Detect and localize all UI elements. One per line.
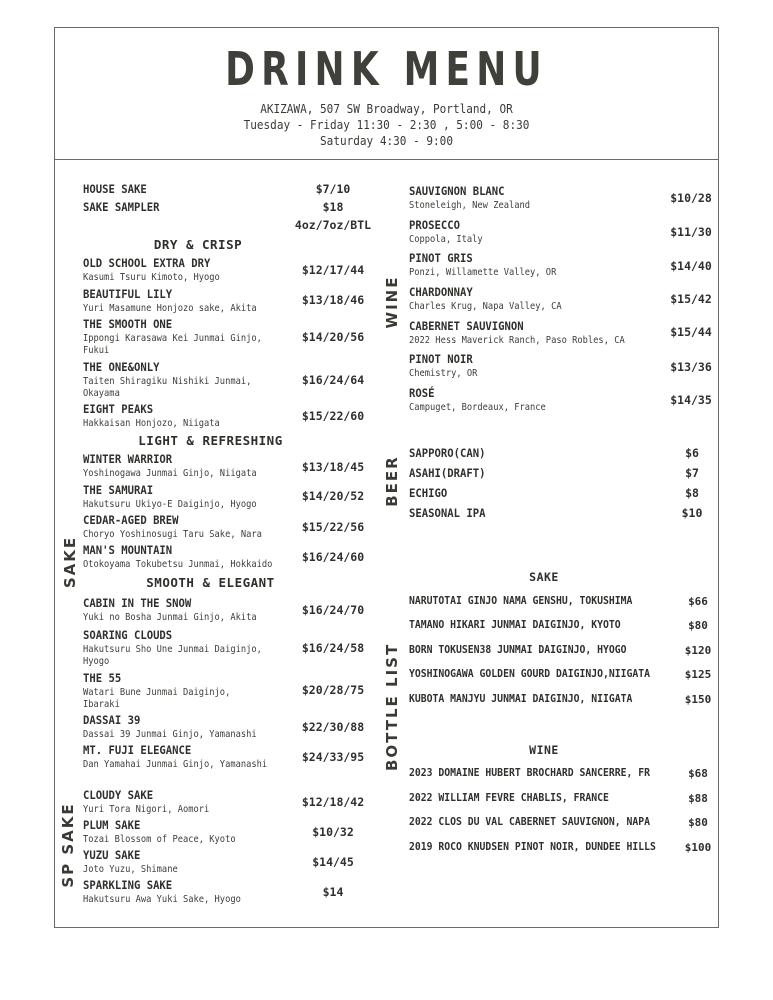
menu-item-desc: Kasumi Tsuru Kimoto, Hyogo: [83, 272, 220, 283]
bottle-item-price: $80: [688, 619, 708, 632]
bottle-item-price: $120: [684, 644, 712, 657]
bottle-item-name: 2022 WILLIAM FEVRE CHABLIS, FRANCE: [409, 792, 609, 804]
menu-item-desc-line2: Ibaraki: [83, 699, 120, 710]
sake-sampler-name: SAKE SAMPLER: [83, 200, 160, 214]
menu-item-desc-line2: Fukui: [83, 345, 110, 356]
menu-item-name: THE SAMURAI: [83, 483, 154, 497]
menu-item-price: $8: [685, 486, 699, 500]
menu-item-price: $14/45: [312, 855, 354, 869]
bottle-item-price: $66: [688, 595, 708, 608]
menu-item-name: MAN'S MOUNTAIN: [83, 543, 173, 557]
section-label-sake: SAKE: [61, 535, 79, 589]
menu-item-price: $10: [681, 506, 703, 520]
menu-item-name: CEDAR-AGED BREW: [83, 513, 179, 527]
menu-item-desc: Hakkaisan Honjozo, Niigata: [83, 418, 220, 429]
bottle-item-name: 2022 CLOS DU VAL CABERNET SAUVIGNON, NAPA: [409, 816, 651, 828]
menu-item-name: THE ONE&ONLY: [83, 360, 160, 374]
menu-item-name: WINTER WARRIOR: [83, 452, 173, 466]
menu-item-price: $15/44: [670, 325, 712, 339]
menu-item-price: $12/17/44: [301, 263, 365, 277]
menu-item-price: $10/32: [312, 825, 354, 839]
menu-item-name: THE 55: [83, 671, 122, 685]
menu-item-price: $14: [322, 885, 344, 899]
menu-item-name: ROSÉ: [409, 386, 435, 400]
menu-item-name: YUZU SAKE: [83, 848, 141, 862]
menu-item-name: SAPPORO(CAN): [409, 446, 486, 460]
bottle-item-name: 2023 DOMAINE HUBERT BROCHARD SANCERRE, FR: [409, 767, 651, 779]
menu-item-name: SEASONAL IPA: [409, 506, 486, 520]
menu-item-price: $7: [685, 466, 699, 480]
menu-item-name: PROSECCO: [409, 218, 460, 232]
menu-item-price: $6: [685, 446, 699, 460]
menu-item-price: $24/33/95: [301, 750, 365, 764]
menu-item-price: $14/40: [670, 259, 712, 273]
size-header: 4oz/7oz/BTL: [294, 218, 372, 232]
page-title: DRINK MENU: [225, 42, 548, 96]
bottle-wine-title: WINE: [529, 743, 559, 757]
bottle-item-name: KUBOTA MANJYU JUNMAI DAIGINJO, NIIGATA: [409, 693, 633, 705]
bottle-sake-title: SAKE: [529, 570, 559, 584]
menu-item-price: $12/18/42: [301, 795, 365, 809]
menu-item-price: $15/42: [670, 292, 712, 306]
bottle-item-price: $68: [688, 767, 708, 780]
bottle-item-name: 2019 ROCO KNUDSEN PINOT NOIR, DUNDEE HILLS: [409, 841, 656, 853]
menu-item-desc: 2022 Hess Maverick Ranch, Paso Robles, CA: [409, 335, 625, 346]
menu-item-desc: Coppola, Italy: [409, 234, 483, 245]
bottle-item-name: TAMANO HIKARI JUNMAI DAIGINJO, KYOTO: [409, 619, 621, 631]
menu-item-desc: Chemistry, OR: [409, 368, 478, 379]
menu-item-price: $16/24/60: [301, 550, 365, 564]
menu-item-desc: Tozai Blossom of Peace, Kyoto: [83, 834, 236, 845]
menu-item-desc: Stoneleigh, New Zealand: [409, 200, 531, 211]
menu-item-desc: Yoshinogawa Junmai Ginjo, Niigata: [83, 468, 257, 479]
bottle-item-price: $100: [684, 841, 712, 854]
section-label-bottle-list: BOTTLE LIST: [383, 642, 401, 771]
menu-item-price: $16/24/64: [301, 373, 365, 387]
menu-item-desc: Yuri Masamune Honjozo sake, Akita: [83, 303, 257, 314]
menu-item-name: ASAHI(DRAFT): [409, 466, 486, 480]
menu-item-price: $16/24/70: [301, 603, 365, 617]
category-smooth-elegant: SMOOTH & ELEGANT: [146, 575, 275, 590]
header-divider: [54, 159, 719, 160]
menu-item-desc: Charles Krug, Napa Valley, CA: [409, 301, 562, 312]
menu-item-desc-line2: Okayama: [83, 388, 120, 399]
menu-item-desc: Taiten Shiragiku Nishiki Junmai,: [83, 376, 252, 387]
menu-item-price: $20/28/75: [301, 683, 365, 697]
menu-item-price: $14/20/52: [301, 489, 365, 503]
menu-item-price: $16/24/58: [301, 641, 365, 655]
menu-item-price: $15/22/60: [301, 409, 365, 423]
menu-item-name: CABERNET SAUVIGNON: [409, 319, 524, 333]
hours-saturday: Saturday 4:30 - 9:00: [320, 134, 453, 148]
menu-item-desc: Campuget, Bordeaux, France: [409, 402, 546, 413]
menu-item-name: SAUVIGNON BLANC: [409, 184, 505, 198]
sake-sampler-price: $18: [322, 200, 344, 214]
menu-item-desc: Otokoyama Tokubetsu Junmai, Hokkaido: [83, 559, 273, 570]
bottle-item-price: $80: [688, 816, 708, 829]
menu-item-name: CHARDONNAY: [409, 285, 473, 299]
menu-item-name: CLOUDY SAKE: [83, 788, 154, 802]
menu-item-name: EIGHT PEAKS: [83, 402, 154, 416]
menu-item-name: ECHIGO: [409, 486, 448, 500]
section-label-sp-sake: SP SAKE: [59, 802, 77, 888]
house-sake-name: HOUSE SAKE: [83, 182, 147, 196]
menu-item-desc: Dan Yamahai Junmai Ginjo, Yamanashi: [83, 759, 268, 770]
menu-item-desc: Yuri Tora Nigori, Aomori: [83, 804, 210, 815]
menu-item-price: $13/18/45: [301, 460, 365, 474]
menu-item-name: DASSAI 39: [83, 713, 141, 727]
bottle-item-price: $125: [684, 668, 712, 681]
bottle-item-name: BORN TOKUSEN38 JUNMAI DAIGINJO, HYOGO: [409, 644, 627, 656]
menu-item-desc: Hakutsuru Awa Yuki Sake, Hyogo: [83, 894, 241, 905]
menu-item-price: $15/22/56: [301, 520, 365, 534]
menu-item-name: THE SMOOTH ONE: [83, 317, 173, 331]
bottle-item-price: $150: [684, 693, 712, 706]
menu-item-desc: Joto Yuzu, Shimane: [83, 864, 178, 875]
menu-item-name: PINOT NOIR: [409, 352, 473, 366]
menu-item-desc: Ponzi, Willamette Valley, OR: [409, 267, 557, 278]
category-dry-crisp: DRY & CRISP: [153, 237, 243, 252]
menu-item-desc: Ippongi Karasawa Kei Junmai Ginjo,: [83, 333, 262, 344]
menu-item-desc: Watari Bune Junmai Daiginjo,: [83, 687, 231, 698]
menu-item-name: PLUM SAKE: [83, 818, 141, 832]
menu-item-desc: Hakutsuru Sho Une Junmai Daiginjo,: [83, 644, 262, 655]
menu-item-name: PINOT GRIS: [409, 251, 473, 265]
bottle-item-price: $88: [688, 792, 708, 805]
menu-item-name: BEAUTIFUL LILY: [83, 287, 173, 301]
section-label-beer: BEER: [383, 455, 401, 507]
menu-item-price: $14/20/56: [301, 330, 365, 344]
bottle-item-name: YOSHINOGAWA GOLDEN GOURD DAIGINJO,NIIGATA: [409, 668, 651, 680]
category-light-refreshing: LIGHT & REFRESHING: [138, 433, 283, 448]
menu-item-name: SOARING CLOUDS: [83, 628, 173, 642]
menu-item-price: $22/30/88: [301, 720, 365, 734]
bottle-item-name: NARUTOTAI GINJO NAMA GENSHU, TOKUSHIMA: [409, 595, 633, 607]
menu-item-name: OLD SCHOOL EXTRA DRY: [83, 256, 211, 270]
menu-item-desc: Choryo Yoshinosugi Taru Sake, Nara: [83, 529, 262, 540]
house-sake-price: $7/10: [315, 182, 351, 196]
menu-item-price: $10/28: [670, 191, 712, 205]
menu-item-price: $13/36: [670, 360, 712, 374]
menu-item-name: MT. FUJI ELEGANCE: [83, 743, 192, 757]
section-label-wine: WINE: [383, 275, 401, 329]
menu-item-price: $11/30: [670, 225, 712, 239]
menu-item-price: $13/18/46: [301, 293, 365, 307]
address: AKIZAWA, 507 SW Broadway, Portland, OR: [260, 102, 513, 116]
menu-item-desc: Dassai 39 Junmai Ginjo, Yamanashi: [83, 729, 257, 740]
menu-item-desc: Hakutsuru Ukiyo-E Daiginjo, Hyogo: [83, 499, 257, 510]
menu-item-name: SPARKLING SAKE: [83, 878, 173, 892]
menu-item-desc-line2: Hyogo: [83, 656, 110, 667]
menu-item-name: CABIN IN THE SNOW: [83, 596, 192, 610]
menu-item-desc: Yuki no Bosha Junmai Ginjo, Akita: [83, 612, 257, 623]
menu-item-price: $14/35: [670, 393, 712, 407]
hours-weekday: Tuesday - Friday 11:30 - 2:30 , 5:00 - 8:30: [243, 118, 530, 132]
